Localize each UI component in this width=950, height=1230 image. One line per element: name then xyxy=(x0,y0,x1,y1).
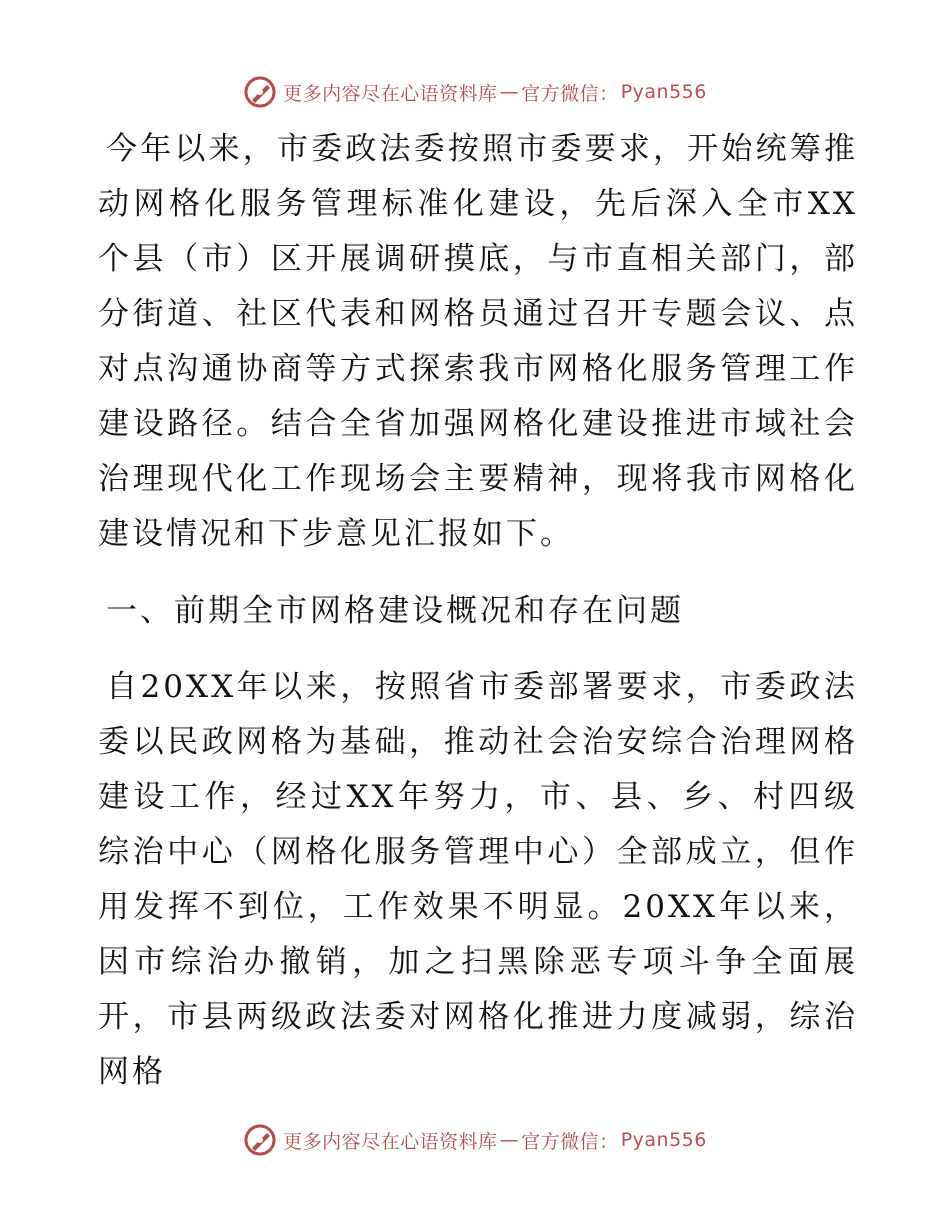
watermark-main-text: 更多内容尽在心语资料库 xyxy=(283,82,498,105)
watermark-wechat-label: 官方微信： xyxy=(521,1130,619,1153)
document-body xyxy=(98,122,858,1100)
pen-seal-icon xyxy=(243,75,277,109)
paragraph-intro: 今年以来，市委政法委按照市委要求，开始统筹推动网格化服务管理标准化建设，先后深入全市XX个县（市）区开展调研摸底，与市直相关部门，部分街道、社区代表和网格员通过召开专题会议、点对点沟通协商等方式探索我市网格化服务管理工作建设路径。结合全省加强网格化建设推进市域社会治理现代化工作现场会主要精神，现将我市网格化建设情况和下步意见汇报如下。 xyxy=(98,131,858,552)
watermark-main-text: 更多内容尽在心语资料库 xyxy=(283,1130,498,1153)
watermark-wechat-id: Pyan556 xyxy=(620,81,707,103)
watermark-wechat-id: Pyan556 xyxy=(620,1129,707,1151)
pen-seal-icon xyxy=(243,1123,277,1157)
header-watermark xyxy=(0,72,950,112)
watermark-wechat-label: 官方微信： xyxy=(521,82,619,105)
paragraph-overview: 自20XX年以来，按照省市委部署要求，市委政法委以民政网格为基础，推动社会治安综合治理网格建设工作，经过XX年努力，市、县、乡、村四级综治中心（网格化服务管理中心）全部成立，但作用发挥不到位，工作效果不明显。20XX年以来，因市综治办撤销，加之扫黑除恶专项斗争全面展开，市县两级政法委对网格化推进力度减弱，综治网格 xyxy=(98,669,858,1090)
section-heading: 一、前期全市网格建设概况和存在问题 xyxy=(106,593,684,629)
watermark-dash: — xyxy=(499,81,520,103)
footer-watermark xyxy=(0,1120,950,1160)
watermark-dash: — xyxy=(499,1129,520,1151)
